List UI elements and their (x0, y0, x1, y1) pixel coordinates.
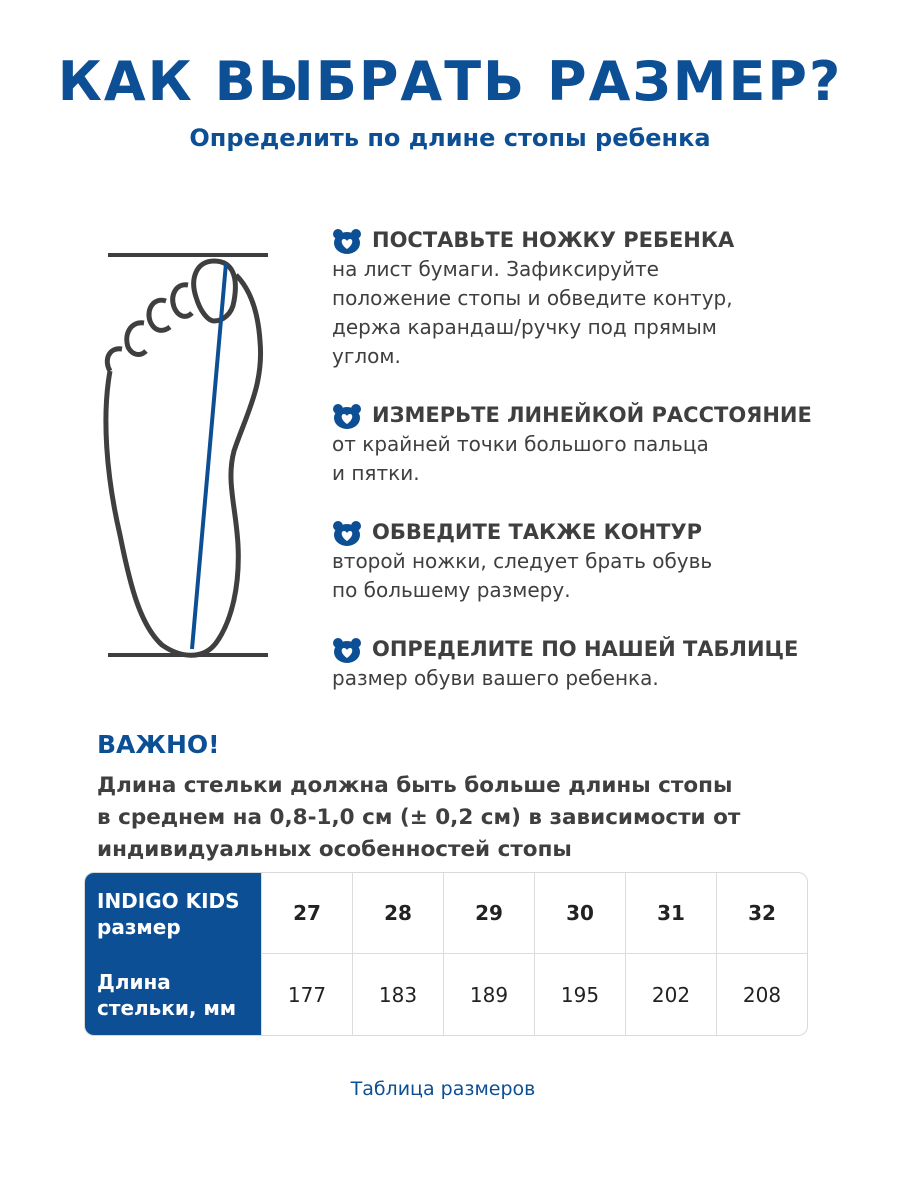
step-title: ОПРЕДЕЛИТЕ ПО НАШЕЙ ТАБЛИЦЕ (372, 637, 799, 661)
insole-row-header (85, 954, 261, 1035)
insole-length-cell: 183 (352, 954, 443, 1035)
insole-length-cell: 189 (443, 954, 534, 1035)
step-text-line: от крайней точки большого пальца (332, 432, 709, 456)
size-cell: 31 (625, 873, 716, 954)
important-heading: ВАЖНО! (97, 730, 220, 759)
bear-head-icon (332, 637, 362, 663)
page-subtitle: Определить по длине стопы ребенка (189, 124, 711, 152)
bear-head-icon (332, 403, 362, 429)
size-cell: 30 (534, 873, 625, 954)
important-line: в среднем на 0,8-1,0 см (± 0,2 см) в зависимости от (97, 805, 741, 830)
insole-length-cell: 177 (261, 954, 352, 1035)
step-3 (332, 518, 852, 605)
bear-head-icon (332, 228, 362, 254)
size-cell: 28 (352, 873, 443, 954)
size-cell: 32 (716, 873, 807, 954)
step-text-line: размер обуви вашего ребенка. (332, 666, 659, 690)
size-row-header (85, 873, 261, 954)
important-note (97, 770, 857, 866)
insole-length-cell: 202 (625, 954, 716, 1035)
step-text-line: по большему размеру. (332, 578, 571, 602)
size-cell: 27 (261, 873, 352, 954)
size-row-header-line: INDIGO KIDS (97, 888, 240, 913)
step-1 (332, 226, 852, 371)
important-line: индивидуальных особенностей стопы (97, 837, 572, 862)
step-title: ПОСТАВЬТЕ НОЖКУ РЕБЕНКА (372, 228, 735, 252)
step-4 (332, 635, 852, 693)
bear-head-icon (332, 520, 362, 546)
step-text-line: углом. (332, 344, 401, 368)
instructions-list (332, 226, 852, 723)
step-text-line: держа карандаш/ручку под прямым (332, 315, 717, 339)
insole-row-header-line: Длина (97, 970, 171, 994)
important-line: Длина стельки должна быть больше длины стопы (97, 773, 733, 798)
page-title: КАК ВЫБРАТЬ РАЗМЕР? (57, 50, 843, 113)
step-text-line: положение стопы и обведите контур, (332, 286, 733, 310)
insole-row-header-line: стельки, мм (97, 996, 237, 1020)
table-caption: Таблица размеров (350, 1078, 536, 1100)
step-2 (332, 401, 852, 488)
size-cell: 29 (443, 873, 534, 954)
insole-length-cell: 208 (716, 954, 807, 1035)
size-row-header-line: размер (97, 914, 181, 939)
foot-outline-icon (100, 245, 280, 665)
step-text-line: на лист бумаги. Зафиксируйте (332, 257, 659, 281)
step-text-line: и пятки. (332, 461, 420, 485)
step-title: ОБВЕДИТЕ ТАКЖЕ КОНТУР (372, 520, 703, 544)
step-text-line: второй ножки, следует брать обувь (332, 549, 713, 573)
step-title: ИЗМЕРЬТЕ ЛИНЕЙКОЙ РАССТОЯНИЕ (372, 403, 812, 427)
insole-length-cell: 195 (534, 954, 625, 1035)
size-table (84, 872, 808, 1036)
